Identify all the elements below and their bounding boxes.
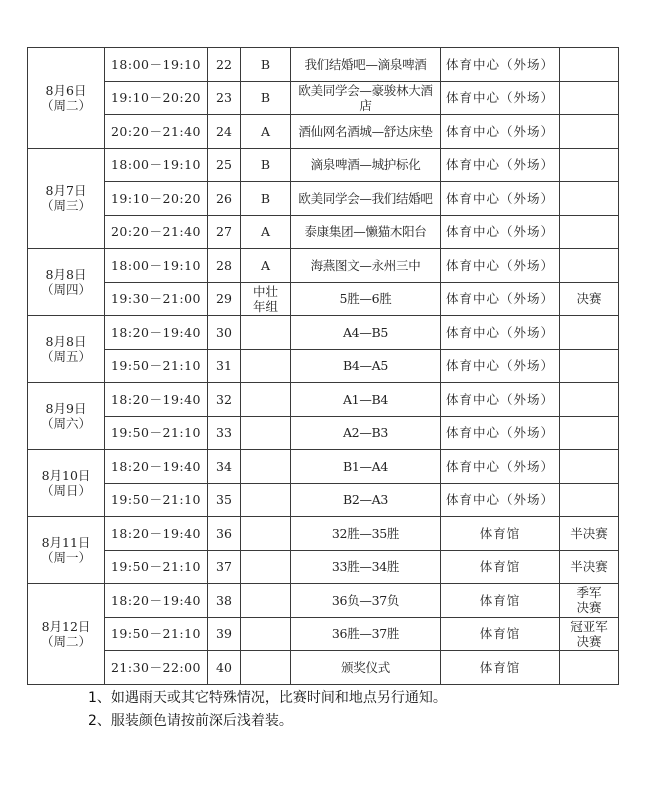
group-cell — [241, 584, 291, 618]
teams-cell: 欧美同学会—豪骏林大酒店 — [291, 81, 441, 115]
time-cell: 21:30－22:00 — [105, 651, 208, 685]
group-cell — [241, 316, 291, 350]
match-number-cell: 29 — [208, 282, 241, 316]
teams-cell: 36负—37负 — [291, 584, 441, 618]
group-cell: A — [241, 115, 291, 149]
table-row — [28, 550, 619, 584]
match-number-cell: 39 — [208, 617, 241, 651]
date-label: 8月10日 — [41, 468, 91, 483]
date-label: 8月12日 — [41, 618, 91, 634]
weekday-label: （周四） — [40, 282, 91, 297]
date-label: 8月6日 — [45, 82, 87, 98]
time-cell: 18:00－19:10 — [105, 249, 208, 283]
time-cell: 19:50－21:10 — [105, 416, 208, 450]
group-cell — [241, 651, 291, 685]
note-cell — [560, 148, 619, 182]
venue-cell: 体育中心（外场） — [441, 483, 560, 517]
date-label: 8月9日 — [45, 401, 87, 416]
note-cell — [560, 249, 619, 283]
time-cell: 18:20－19:40 — [105, 584, 208, 618]
table-row — [28, 316, 619, 350]
venue-cell: 体育中心（外场） — [441, 148, 560, 182]
group-cell: B — [241, 48, 291, 82]
match-number-cell: 31 — [208, 349, 241, 383]
teams-cell: A2—B3 — [291, 416, 441, 450]
venue-cell: 体育中心（外场） — [441, 383, 560, 417]
teams-cell: 酒仙网名酒城—舒达床垫 — [291, 115, 441, 149]
time-cell: 19:50－21:10 — [105, 617, 208, 651]
date-cell — [28, 383, 105, 450]
time-cell: 19:50－21:10 — [105, 550, 208, 584]
note-cell — [560, 316, 619, 350]
match-number-cell: 24 — [208, 115, 241, 149]
venue-cell: 体育中心（外场） — [441, 215, 560, 249]
table-row — [28, 416, 619, 450]
note-cell — [560, 115, 619, 149]
weekday-label: （周一） — [40, 550, 91, 565]
teams-cell: 32胜—35胜 — [291, 517, 441, 551]
match-number-cell: 32 — [208, 383, 241, 417]
time-cell: 19:10－20:20 — [105, 81, 208, 115]
teams-cell: 33胜—34胜 — [291, 550, 441, 584]
match-number-cell: 36 — [208, 517, 241, 551]
teams-cell: A1—B4 — [291, 383, 441, 417]
footnotes — [88, 687, 447, 733]
venue-cell: 体育中心（外场） — [441, 450, 560, 484]
match-number-cell: 40 — [208, 651, 241, 685]
group-cell: A — [241, 215, 291, 249]
group-cell: 中壮年组 — [241, 282, 291, 316]
date-cell — [28, 48, 105, 149]
venue-cell: 体育中心（外场） — [441, 349, 560, 383]
teams-cell: B4—A5 — [291, 349, 441, 383]
table-row — [28, 617, 619, 651]
group-cell: A — [241, 249, 291, 283]
teams-cell: 5胜—6胜 — [291, 282, 441, 316]
table-row — [28, 81, 619, 115]
table-row — [28, 651, 619, 685]
date-cell — [28, 316, 105, 383]
table-row — [28, 48, 619, 82]
teams-cell: B2—A3 — [291, 483, 441, 517]
time-cell: 20:20－21:40 — [105, 115, 208, 149]
date-cell — [28, 584, 105, 685]
group-cell — [241, 383, 291, 417]
group-cell — [241, 349, 291, 383]
table-row — [28, 450, 619, 484]
venue-cell: 体育中心（外场） — [441, 316, 560, 350]
match-number-cell: 27 — [208, 215, 241, 249]
table-row — [28, 584, 619, 618]
venue-cell: 体育中心（外场） — [441, 81, 560, 115]
date-label: 8月7日 — [45, 183, 87, 199]
match-number-cell: 38 — [208, 584, 241, 618]
note-cell — [560, 450, 619, 484]
group-cell: B — [241, 148, 291, 182]
group-cell — [241, 550, 291, 584]
time-cell: 18:20－19:40 — [105, 383, 208, 417]
table-row — [28, 517, 619, 551]
group-cell — [241, 416, 291, 450]
venue-cell: 体育中心（外场） — [441, 282, 560, 316]
match-number-cell: 30 — [208, 316, 241, 350]
schedule-body — [28, 48, 619, 685]
match-number-cell: 37 — [208, 550, 241, 584]
note-cell: 冠亚军决赛 — [560, 617, 619, 651]
time-cell: 20:20－21:40 — [105, 215, 208, 249]
venue-cell: 体育中心（外场） — [441, 48, 560, 82]
venue-cell: 体育中心（外场） — [441, 416, 560, 450]
footnote-2: 2、服装颜色请按前深后浅着装。 — [88, 713, 293, 729]
date-cell — [28, 148, 105, 249]
venue-cell: 体育中心（外场） — [441, 249, 560, 283]
venue-cell: 体育馆 — [441, 584, 560, 618]
time-cell: 19:50－21:10 — [105, 349, 208, 383]
group-cell: B — [241, 81, 291, 115]
teams-cell: 欧美同学会—我们结婚吧 — [291, 182, 441, 216]
venue-cell: 体育中心（外场） — [441, 115, 560, 149]
match-number-cell: 25 — [208, 148, 241, 182]
note-cell — [560, 81, 619, 115]
table-row — [28, 483, 619, 517]
note-cell — [560, 651, 619, 685]
venue-cell: 体育中心（外场） — [441, 182, 560, 216]
time-cell: 18:20－19:40 — [105, 316, 208, 350]
match-number-cell: 33 — [208, 416, 241, 450]
note-cell — [560, 182, 619, 216]
weekday-label: （周二） — [40, 633, 91, 649]
footnote-1: 1、如遇雨天或其它特殊情况，比赛时间和地点另行通知。 — [88, 690, 447, 706]
weekday-label: （周日） — [40, 483, 91, 498]
note-cell — [560, 483, 619, 517]
teams-cell: 我们结婚吧—滴泉啤酒 — [291, 48, 441, 82]
date-cell — [28, 249, 105, 316]
teams-cell: 36胜—37胜 — [291, 617, 441, 651]
match-number-cell: 34 — [208, 450, 241, 484]
group-cell — [241, 483, 291, 517]
table-row — [28, 282, 619, 316]
weekday-label: （周三） — [40, 198, 91, 214]
note-cell — [560, 349, 619, 383]
match-number-cell: 22 — [208, 48, 241, 82]
weekday-label: （周二） — [40, 97, 91, 113]
group-cell: B — [241, 182, 291, 216]
table-row — [28, 182, 619, 216]
note-cell: 半决赛 — [560, 550, 619, 584]
teams-cell: A4—B5 — [291, 316, 441, 350]
time-cell: 19:50－21:10 — [105, 483, 208, 517]
table-row — [28, 215, 619, 249]
note-cell — [560, 215, 619, 249]
time-cell: 19:30－21:00 — [105, 282, 208, 316]
match-number-cell: 35 — [208, 483, 241, 517]
group-cell — [241, 450, 291, 484]
teams-cell: 泰康集团—懒猫木阳台 — [291, 215, 441, 249]
table-row — [28, 115, 619, 149]
note-cell — [560, 416, 619, 450]
group-cell — [241, 517, 291, 551]
venue-cell: 体育馆 — [441, 517, 560, 551]
note-cell: 季军决赛 — [560, 584, 619, 618]
table-row — [28, 249, 619, 283]
teams-cell: B1—A4 — [291, 450, 441, 484]
time-cell: 18:20－19:40 — [105, 517, 208, 551]
date-cell — [28, 517, 105, 584]
time-cell: 19:10－20:20 — [105, 182, 208, 216]
teams-cell: 海燕图文—永州三中 — [291, 249, 441, 283]
note-cell: 决赛 — [560, 282, 619, 316]
group-cell — [241, 617, 291, 651]
time-cell: 18:00－19:10 — [105, 48, 208, 82]
weekday-label: （周五） — [40, 349, 91, 364]
weekday-label: （周六） — [40, 416, 91, 431]
date-label: 8月8日 — [45, 334, 87, 349]
match-number-cell: 26 — [208, 182, 241, 216]
note-cell: 半决赛 — [560, 517, 619, 551]
venue-cell: 体育馆 — [441, 651, 560, 685]
note-cell — [560, 48, 619, 82]
date-cell — [28, 450, 105, 517]
time-cell: 18:20－19:40 — [105, 450, 208, 484]
teams-cell: 颁奖仪式 — [291, 651, 441, 685]
match-number-cell: 23 — [208, 81, 241, 115]
date-label: 8月8日 — [45, 267, 87, 282]
match-schedule-table — [27, 47, 619, 685]
table-row — [28, 148, 619, 182]
time-cell: 18:00－19:10 — [105, 148, 208, 182]
venue-cell: 体育馆 — [441, 617, 560, 651]
table-row — [28, 383, 619, 417]
note-cell — [560, 383, 619, 417]
match-number-cell: 28 — [208, 249, 241, 283]
teams-cell: 滴泉啤酒—城护标化 — [291, 148, 441, 182]
table-row — [28, 349, 619, 383]
date-label: 8月11日 — [41, 535, 91, 550]
venue-cell: 体育馆 — [441, 550, 560, 584]
